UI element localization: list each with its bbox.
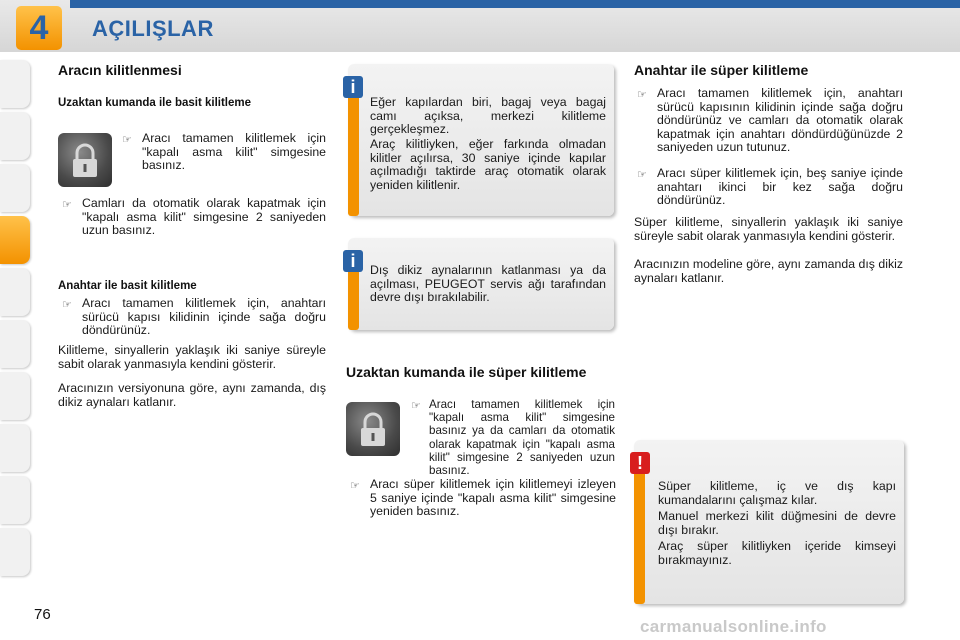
pointer-icon: ☞ — [350, 480, 360, 492]
subtitle-key-locking: Anahtar ile basit kilitleme — [58, 280, 197, 292]
key-deadlock-instruction: Aracı tamamen kilitlemek için, anahtarı sürücü kapısının kilidinin içinde sağa doğru döndürünüz ve camları da otomatik olarak kapatmak için anahtarı döndürdüğünüzde 2 saniyeden uzun tutunuz. — [657, 86, 903, 155]
chapter-tab[interactable] — [0, 60, 30, 108]
section-title-key-deadlocking: Anahtar ile süper kilitleme — [634, 62, 809, 78]
chapter-tab[interactable] — [0, 476, 30, 524]
watermark: carmanualsonline.info — [640, 617, 827, 636]
info-note: Dış dikiz aynalarının katlanması ya da açılması, PEUGEOT servis ağı tarafından devre dışı bırakılabilir. — [370, 263, 606, 305]
chapter-tab[interactable] — [0, 268, 30, 316]
warning-note: Süper kilitleme, iç ve dış kapı kumandalarını çalışmaz kılar. — [658, 479, 896, 507]
deadlock-paragraph: Süper kilitleme, sinyallerin yaklaşık iki saniye süreyle sabit olarak yanmasıyla kendini gösterir. — [634, 215, 903, 243]
key-deadlock-instruction: Aracı süper kilitlemek için, beş saniye içinde anahtarı ikinci bir kez sağa doğru döndürünüz. — [657, 166, 903, 208]
page-number: 76 — [34, 606, 51, 623]
remote-deadlock-instruction: Aracı süper kilitlemek için kilitlemeyi izleyen 5 saniye içinde "kapalı asma kilit" simgesine yeniden basınız. — [370, 477, 616, 519]
pointer-icon: ☞ — [62, 299, 72, 311]
key-lock-paragraph: Kilitleme, sinyallerin yaklaşık iki saniye süreyle sabit olarak yanmasıyla kendini gösterir. — [58, 343, 326, 371]
chapter-tab[interactable] — [0, 424, 30, 472]
chapter-tab[interactable] — [0, 320, 30, 368]
key-fob-lock-icon — [58, 133, 112, 187]
chapter-tab[interactable] — [0, 528, 30, 576]
key-fob-lock-icon — [346, 402, 400, 456]
info-note: Araç kilitliyken, eğer farkında olmadan kilitler açılırsa, 30 saniye içinde kapılar açılmadığı taktirde araç otomatik olarak yeniden kilitlenir. — [370, 137, 606, 192]
info-note: Eğer kapılardan biri, bagaj veya bagaj camı açıksa, merkezi kilitleme gerçekleşmez. — [370, 95, 606, 137]
pointer-icon: ☞ — [122, 134, 132, 146]
remote-lock-instruction: Aracı tamamen kilitlemek için "kapalı asma kilit" simgesine basınız. — [142, 131, 326, 173]
remote-windows-instruction: Camları da otomatik olarak kapatmak için "kapalı asma kilit" simgesine 2 saniyeden uzun basınız. — [82, 196, 326, 238]
warning-note: Manuel merkezi kilit düğmesini de devre dışı bırakır. — [658, 509, 896, 537]
key-lock-instruction: Aracı tamamen kilitlemek için, anahtarı sürücü kapısı kilidinin içinde sağa doğru döndürünüz. — [82, 296, 326, 338]
subtitle-remote-locking: Uzaktan kumanda ile basit kilitleme — [58, 97, 252, 109]
key-lock-paragraph: Aracınızın versiyonuna göre, aynı zamanda, dış dikiz aynaları katlanır. — [58, 381, 326, 409]
chapter-tab-active[interactable] — [0, 216, 30, 264]
remote-deadlock-instruction: Aracı tamamen kilitlemek için "kapalı asma kilit" simgesine basınız ya da camları da otomatik olarak kapatmak için "kapalı asma kilit" simgesine 2 saniyeden uzun basınız. — [429, 398, 615, 478]
chapter-tab[interactable] — [0, 372, 30, 420]
info-icon: i — [343, 76, 363, 98]
pointer-icon: ☞ — [637, 169, 647, 181]
deadlock-paragraph: Aracınızın modeline göre, aynı zamanda dış dikiz aynaları katlanır. — [634, 257, 903, 285]
chapter-tab[interactable] — [0, 164, 30, 212]
chapter-tab[interactable] — [0, 112, 30, 160]
warning-note: Araç süper kilitliyken içeride kimseyi bırakmayınız. — [658, 539, 896, 567]
chapter-badge: 4 — [16, 6, 62, 50]
pointer-icon: ☞ — [411, 400, 421, 412]
section-title-locking: Aracın kilitlenmesi — [58, 62, 182, 78]
pointer-icon: ☞ — [62, 199, 72, 211]
section-title-remote-deadlocking: Uzaktan kumanda ile süper kilitleme — [346, 364, 587, 380]
info-icon: i — [343, 250, 363, 272]
pointer-icon: ☞ — [637, 89, 647, 101]
page-title: AÇILIŞLAR — [92, 16, 214, 41]
warning-icon: ! — [630, 452, 650, 474]
